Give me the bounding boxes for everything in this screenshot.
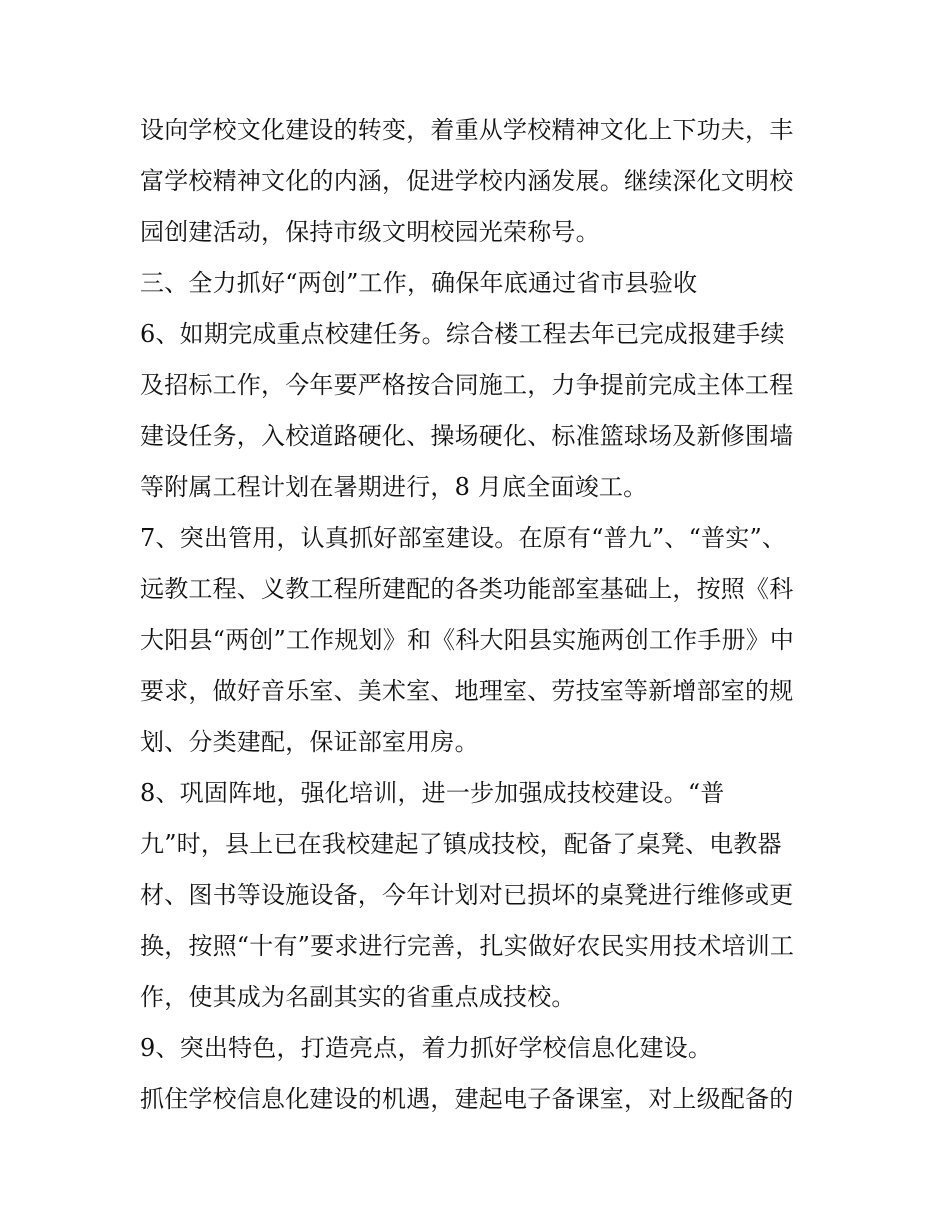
- body-text-line: 等附属工程计划在暑期进行，8 月底全面竣工。: [140, 473, 648, 501]
- body-text-line: 作，使其成为名副其实的省重点成技校。: [140, 983, 576, 1011]
- body-text-line: 换，按照“十有”要求进行完善，扎实做好农民实用技术培训工: [140, 932, 795, 960]
- body-text-line: 九”时，县上已在我校建起了镇成技校，配备了桌凳、电教器: [140, 830, 782, 858]
- body-text-line: 要求，做好音乐室、美术室、地理室、劳技室等新增部室的规: [140, 677, 794, 705]
- body-text-line: 7、突出管用，认真抓好部室建设。在原有“普九”、“普实”、: [140, 524, 787, 552]
- body-text-line: 及招标工作，今年要严格按合同施工，力争提前完成主体工程: [140, 371, 794, 399]
- body-text-line: 6、如期完成重点校建任务。综合楼工程去年已完成报建手续: [140, 320, 785, 348]
- body-text-line: 材、图书等设施设备，今年计划对已损坏的桌凳进行维修或更: [140, 881, 794, 909]
- body-text-line: 9、突出特色，打造亮点，着力抓好学校信息化建设。: [140, 1034, 713, 1062]
- body-text-line: 建设任务，入校道路硬化、操场硬化、标准篮球场及新修围墙: [140, 422, 794, 450]
- body-text-line: 大阳县“两创”工作规划》和《科大阳县实施两创工作手册》中: [140, 626, 795, 654]
- section-heading: 三、全力抓好“两创”工作，确保年底通过省市县验收: [140, 269, 698, 297]
- body-text-line: 划、分类建配，保证部室用房。: [140, 728, 479, 756]
- body-text-line: 富学校精神文化的内涵，促进学校内涵发展。继续深化文明校: [140, 167, 794, 195]
- body-text-line: 园创建活动，保持市级文明校园光荣称号。: [140, 218, 600, 246]
- body-text-line: 远教工程、义教工程所建配的各类功能部室基础上，按照《科: [140, 575, 794, 603]
- body-text-line: 抓住学校信息化建设的机遇，建起电子备课室，对上级配备的: [140, 1085, 794, 1113]
- body-text-line: 8、巩固阵地，强化培训，进一步加强成技校建设。“普: [140, 779, 725, 807]
- body-text-line: 设向学校文化建设的转变，着重从学校精神文化上下功夫，丰: [140, 116, 794, 144]
